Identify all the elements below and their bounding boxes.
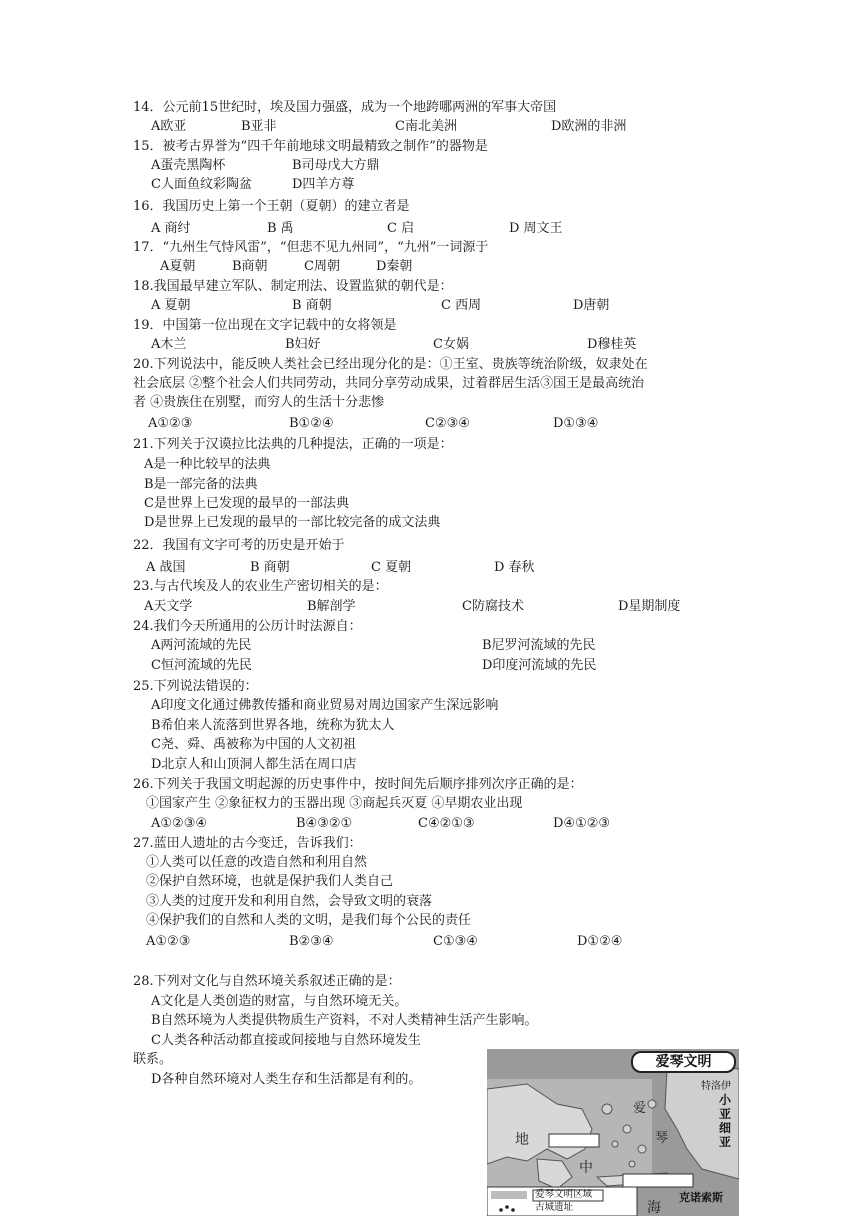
answer-option-q19: C女娲 xyxy=(433,337,469,352)
answer-option-q22: C 夏朝 xyxy=(371,560,412,575)
answer-option-q25: B希伯来人流落到世界各地，统称为犹太人 xyxy=(151,718,395,733)
answer-option-q26: A①②③④ xyxy=(151,816,208,831)
answer-option-q14: A欧亚 xyxy=(151,119,187,134)
answer-option-q18: D唐朝 xyxy=(573,298,610,313)
question-text-q14: 14．公元前15世纪时，埃及国力强盛，成为一个地跨哪两洲的军事大帝国 xyxy=(133,100,557,115)
answer-option-q24: B尼罗河流域的先民 xyxy=(482,638,596,653)
question-text-q24: 24.我们今天所通用的公历计时法源自： xyxy=(133,619,362,634)
answer-option-q20: D①③④ xyxy=(553,416,599,431)
question-text-q26: ①国家产生 ②象征权力的玉器出现 ③商起兵灭夏 ④早期农业出现 xyxy=(146,796,523,811)
question-text-q20: 社会底层 ②整个社会人们共同劳动，共同分享劳动成果，过着群居生活③国王是最高统治 xyxy=(133,376,645,391)
answer-option-q25: D北京人和山顶洞人都生活在周口店 xyxy=(151,757,357,772)
question-text-q27: ②保护自然环境，也就是保护我们人类自己 xyxy=(146,874,394,889)
answer-option-q22: D 春秋 xyxy=(494,560,535,575)
answer-option-q24: C恒河流域的先民 xyxy=(151,658,252,673)
answer-option-q18: B 商朝 xyxy=(292,298,332,313)
map-label-land-2: 中 xyxy=(579,1160,593,1176)
answer-option-q16: A 商纣 xyxy=(151,221,191,236)
question-text-q18: 18.我国最早建立军队、制定刑法、设置监狱的朝代是： xyxy=(133,279,453,294)
question-text-q21: 21.下列关于汉谟拉比法典的几种提法，正确的一项是： xyxy=(133,437,453,452)
answer-option-q28: B自然环境为人类提供物质生产资料，不对人类精神生活产生影响。 xyxy=(151,1013,538,1028)
question-text-q17: 17．“九州生气恃风雷”，“但悲不见九州同”，“九州”一词源于 xyxy=(133,240,489,255)
answer-option-q17: A夏朝 xyxy=(160,259,196,274)
answer-option-q20: C②③④ xyxy=(425,416,470,431)
answer-option-q21: B是一部完备的法典 xyxy=(144,477,258,492)
answer-option-q24: D印度河流域的先民 xyxy=(482,658,597,673)
answer-option-q21: C是世界上已发现的最早的一部法典 xyxy=(144,496,349,511)
question-text-q15: 15．被考古界誉为“四千年前地球文明最精致之制作”的器物是 xyxy=(133,139,488,154)
question-text-q23: 23.与古代埃及人的农业生产密切相关的是： xyxy=(133,579,388,594)
answer-option-q27: B②③④ xyxy=(289,934,334,949)
answer-option-q22: A 战国 xyxy=(146,560,186,575)
answer-option-q28: 联系。 xyxy=(133,1052,173,1067)
answer-option-q14: C南北美洲 xyxy=(395,119,457,134)
map-label-troy: 特洛伊 xyxy=(701,1081,731,1092)
answer-option-q21: A是一种比较早的法典 xyxy=(144,457,271,472)
answer-option-q23: D星期制度 xyxy=(618,599,681,614)
map-label-land-1: 地 xyxy=(515,1132,529,1148)
answer-option-q26: B④③②① xyxy=(296,816,353,831)
question-text-q26: 26.下列关于我国文明起源的历史事件中，按时间先后顺序排列次序正确的是： xyxy=(133,777,583,792)
answer-option-q22: B 商朝 xyxy=(250,560,290,575)
answer-option-q17: C周朝 xyxy=(304,259,340,274)
answer-option-q19: B妇好 xyxy=(285,337,321,352)
answer-option-q16: B 禹 xyxy=(267,221,294,236)
answer-option-q27: C①③④ xyxy=(433,934,478,949)
answer-option-q15: A蛋壳黑陶杯 xyxy=(151,158,226,173)
map-title: 爱琴文明 xyxy=(655,1054,712,1070)
question-text-q20: 20.下列说法中，能反映人类社会已经出现分化的是：①王室、贵族等统治阶级，奴隶处在 xyxy=(133,357,648,372)
question-text-q28: 28.下列对文化与自然环境关系叙述正确的是： xyxy=(133,974,401,989)
answer-option-q19: D穆桂英 xyxy=(587,337,637,352)
question-text-q22: 22．我国有文字可考的历史是开始于 xyxy=(133,538,345,553)
answer-option-q17: D秦朝 xyxy=(376,259,413,274)
answer-option-q27: A①②③ xyxy=(146,934,191,949)
question-text-q20: 者 ④贵族住在别墅，而穷人的生活十分悲惨 xyxy=(133,395,385,410)
answer-option-q14: D欧洲的非洲 xyxy=(551,119,627,134)
question-text-q27: ④保护我们的自然和人类的文明，是我们每个公民的责任 xyxy=(146,913,472,928)
question-text-q27: 27.蓝田人遗址的古今变迁，告诉我们： xyxy=(133,836,362,851)
answer-option-q28: D各种自然环境对人类生存和生活都是有利的。 xyxy=(151,1072,422,1087)
answer-option-q18: C 西周 xyxy=(441,298,482,313)
answer-option-q23: C防腐技术 xyxy=(462,599,524,614)
question-text-q19: 19．中国第一位出现在文字记载中的女将领是 xyxy=(133,318,397,333)
answer-option-q15: C人面鱼纹彩陶盆 xyxy=(151,177,252,192)
legend-site-label: 古城遗址 xyxy=(535,1202,574,1213)
map-label-aegean-2: 琴 xyxy=(655,1131,669,1146)
question-text-q25: 25.下列说法错误的： xyxy=(133,679,258,694)
question-text-q27: ①人类可以任意的改造自然和利用自然 xyxy=(146,855,368,870)
answer-option-q24: A两河流域的先民 xyxy=(151,638,252,653)
answer-option-q28: A文化是人类创造的财富，与自然环境无关。 xyxy=(151,994,408,1009)
answer-option-q16: C 启 xyxy=(387,221,415,236)
map-label-crete: 克诺索斯 xyxy=(679,1191,723,1204)
aegean-civilization-map xyxy=(487,1049,739,1216)
map-label-sea: 海 xyxy=(647,1200,661,1216)
answer-option-q27: D①②④ xyxy=(577,934,623,949)
map-label-aegean-1: 爱 xyxy=(633,1101,647,1116)
answer-option-q20: A①②③ xyxy=(148,416,193,431)
answer-option-q15: D四羊方尊 xyxy=(292,177,355,192)
question-text-q16: 16．我国历史上第一个王朝（夏朝）的建立者是 xyxy=(133,199,410,214)
answer-option-q20: B①②④ xyxy=(289,416,334,431)
answer-option-q26: D④①②③ xyxy=(553,816,611,831)
answer-option-q14: B亚非 xyxy=(241,119,277,134)
answer-option-q25: A印度文化通过佛教传播和商业贸易对周边国家产生深远影响 xyxy=(151,698,499,713)
answer-option-q18: A 夏朝 xyxy=(151,298,191,313)
map-label-asia-minor: 小亚细亚 xyxy=(719,1093,732,1149)
answer-option-q15: B司母戊大方鼎 xyxy=(292,158,380,173)
answer-option-q21: D是世界上已发现的最早的一部比较完备的成文法典 xyxy=(144,515,441,530)
answer-option-q25: C尧、舜、禹被称为中国的人文初祖 xyxy=(151,737,356,752)
answer-option-q16: D 周文王 xyxy=(509,221,563,236)
answer-option-q23: B解剖学 xyxy=(307,599,356,614)
answer-option-q19: A木兰 xyxy=(151,337,187,352)
legend-region-label: 爱琴文明区域 xyxy=(535,1189,593,1200)
question-text-q27: ③人类的过度开发和利用自然，会导致文明的衰落 xyxy=(146,894,433,909)
answer-option-q23: A天文学 xyxy=(144,599,193,614)
answer-option-q28: C人类各种活动都直接或间接地与自然环境发生 xyxy=(151,1033,421,1048)
answer-option-q26: C④②①③ xyxy=(418,816,475,831)
answer-option-q17: B商朝 xyxy=(232,259,268,274)
